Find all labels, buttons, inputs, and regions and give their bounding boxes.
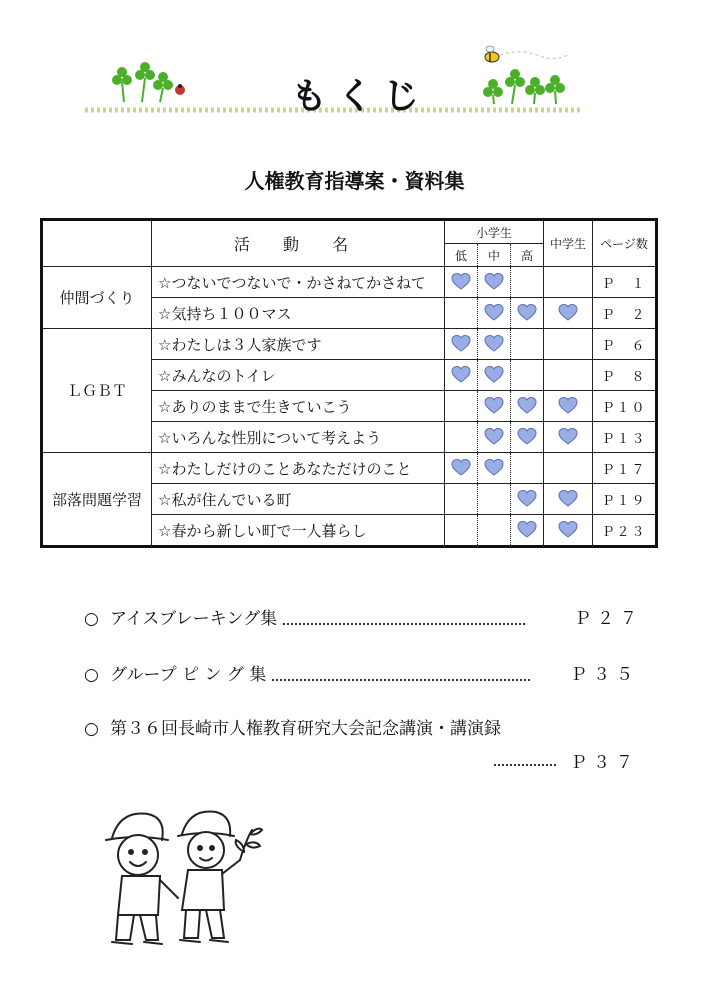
middle-school-cell <box>544 329 593 360</box>
level-high-cell <box>511 453 544 484</box>
page-number: Ｐ１３ <box>593 422 657 453</box>
page-title: もくじ <box>290 76 429 117</box>
dot-leader <box>272 669 530 681</box>
page-number: Ｐ１７ <box>593 453 657 484</box>
page-number: Ｐ２３ <box>593 515 657 547</box>
level-low-cell <box>445 422 478 453</box>
level-mid-cell <box>478 391 511 422</box>
item-label: グループ ピ ン グ 集 <box>110 665 267 685</box>
clover-icon <box>483 69 565 104</box>
middle-school-cell <box>544 298 593 329</box>
level-low-cell <box>445 360 478 391</box>
activity-title[interactable]: ☆私が住んでいる町 <box>152 484 445 515</box>
header-mid: 中 <box>478 244 511 267</box>
heart-icon <box>517 489 537 509</box>
middle-school-cell <box>544 453 593 484</box>
heart-icon <box>517 520 537 540</box>
level-high-cell <box>511 422 544 453</box>
level-high-cell <box>511 360 544 391</box>
heart-icon <box>484 365 504 385</box>
heart-icon <box>451 272 471 292</box>
heart-icon <box>558 489 578 509</box>
level-low-cell <box>445 515 478 547</box>
heart-icon <box>484 458 504 478</box>
heart-icon <box>451 458 471 478</box>
level-low-cell <box>445 267 478 298</box>
header-middle-school: 中学生 <box>544 220 593 267</box>
page-number: Ｐ ８ <box>593 360 657 391</box>
level-high-cell <box>511 329 544 360</box>
level-mid-cell <box>478 267 511 298</box>
middle-school-cell <box>544 360 593 391</box>
level-mid-cell <box>478 484 511 515</box>
heart-icon <box>484 427 504 447</box>
header <box>0 0 709 130</box>
heart-icon <box>558 303 578 323</box>
page-number: Ｐ ２ <box>593 298 657 329</box>
table-row <box>42 267 657 298</box>
heart-icon <box>484 303 504 323</box>
page-number: Ｐ １ <box>593 267 657 298</box>
item-label: 第３６回長崎市人権教育研究大会記念講演・講演録 <box>110 719 501 739</box>
page-number: Ｐ１９ <box>593 484 657 515</box>
circle-mark: ○ <box>84 609 99 629</box>
clover-icon <box>112 62 173 102</box>
heart-icon <box>517 303 537 323</box>
activity-title[interactable]: ☆いろんな性別について考えよう <box>152 422 445 453</box>
middle-school-cell <box>544 391 593 422</box>
heart-icon <box>451 334 471 354</box>
heart-icon <box>517 396 537 416</box>
level-high-cell <box>511 515 544 547</box>
bee-icon <box>485 46 570 62</box>
level-mid-cell <box>478 453 511 484</box>
dot-leader <box>283 613 525 625</box>
list-item[interactable] <box>84 714 624 739</box>
level-low-cell <box>445 391 478 422</box>
level-high-cell <box>511 484 544 515</box>
level-mid-cell <box>478 422 511 453</box>
heart-icon <box>484 396 504 416</box>
level-low-cell <box>445 298 478 329</box>
heart-icon <box>558 427 578 447</box>
level-high-cell <box>511 391 544 422</box>
page-number: Ｐ ６ <box>593 329 657 360</box>
activity-title[interactable]: ☆気持ち１００マス <box>152 298 445 329</box>
level-low-cell <box>445 484 478 515</box>
subtitle: 人権教育指導案・資料集 <box>244 169 465 193</box>
heart-icon <box>517 427 537 447</box>
level-mid-cell <box>478 329 511 360</box>
category-cell: 部落問題学習 <box>42 453 152 547</box>
header-category <box>42 220 152 267</box>
circle-mark: ○ <box>84 719 99 739</box>
item-page: Ｐ３５ <box>570 665 639 685</box>
activity-title[interactable]: ☆ありのままで生きていこう <box>152 391 445 422</box>
activity-title[interactable]: ☆わたしは３人家族です <box>152 329 445 360</box>
middle-school-cell <box>544 267 593 298</box>
category-cell: 仲間づくり <box>42 267 152 329</box>
middle-school-cell <box>544 515 593 547</box>
header-activity: 活 動 名 <box>152 220 445 267</box>
level-high-cell <box>511 298 544 329</box>
table-row <box>42 329 657 360</box>
children-illustration <box>100 800 270 960</box>
middle-school-cell <box>544 484 593 515</box>
header-high: 高 <box>511 244 544 267</box>
level-mid-cell <box>478 360 511 391</box>
ladybug-icon <box>175 84 185 95</box>
heart-icon <box>558 520 578 540</box>
level-low-cell <box>445 453 478 484</box>
circle-mark: ○ <box>84 665 99 685</box>
item-page: Ｐ３７ <box>570 753 639 773</box>
heart-icon <box>484 272 504 292</box>
heart-icon <box>558 396 578 416</box>
activity-title[interactable]: ☆春から新しい町で一人暮らし <box>152 515 445 547</box>
item-label: アイスブレーキング集 <box>110 609 278 629</box>
level-high-cell <box>511 267 544 298</box>
table-row <box>42 453 657 484</box>
item-page: Ｐ２７ <box>574 609 643 629</box>
heart-icon <box>451 365 471 385</box>
category-cell: ＬＧＢＴ <box>42 329 152 453</box>
toc-table <box>40 218 658 548</box>
level-mid-cell <box>478 298 511 329</box>
page-number: Ｐ１０ <box>593 391 657 422</box>
header-low: 低 <box>445 244 478 267</box>
toc-body <box>42 267 657 547</box>
activity-title[interactable]: ☆みんなのトイレ <box>152 360 445 391</box>
dot-leader <box>494 754 556 766</box>
list-item[interactable] <box>84 660 639 685</box>
list-item[interactable] <box>84 604 643 629</box>
heart-icon <box>484 334 504 354</box>
header-elementary: 小学生 <box>445 220 544 244</box>
header-pages: ページ数 <box>593 220 657 267</box>
middle-school-cell <box>544 422 593 453</box>
level-mid-cell <box>478 515 511 547</box>
activity-title[interactable]: ☆つないでつないで・かさねてかさねて <box>152 267 445 298</box>
level-low-cell <box>445 329 478 360</box>
activity-title[interactable]: ☆わたしだけのことあなただけのこと <box>152 453 445 484</box>
